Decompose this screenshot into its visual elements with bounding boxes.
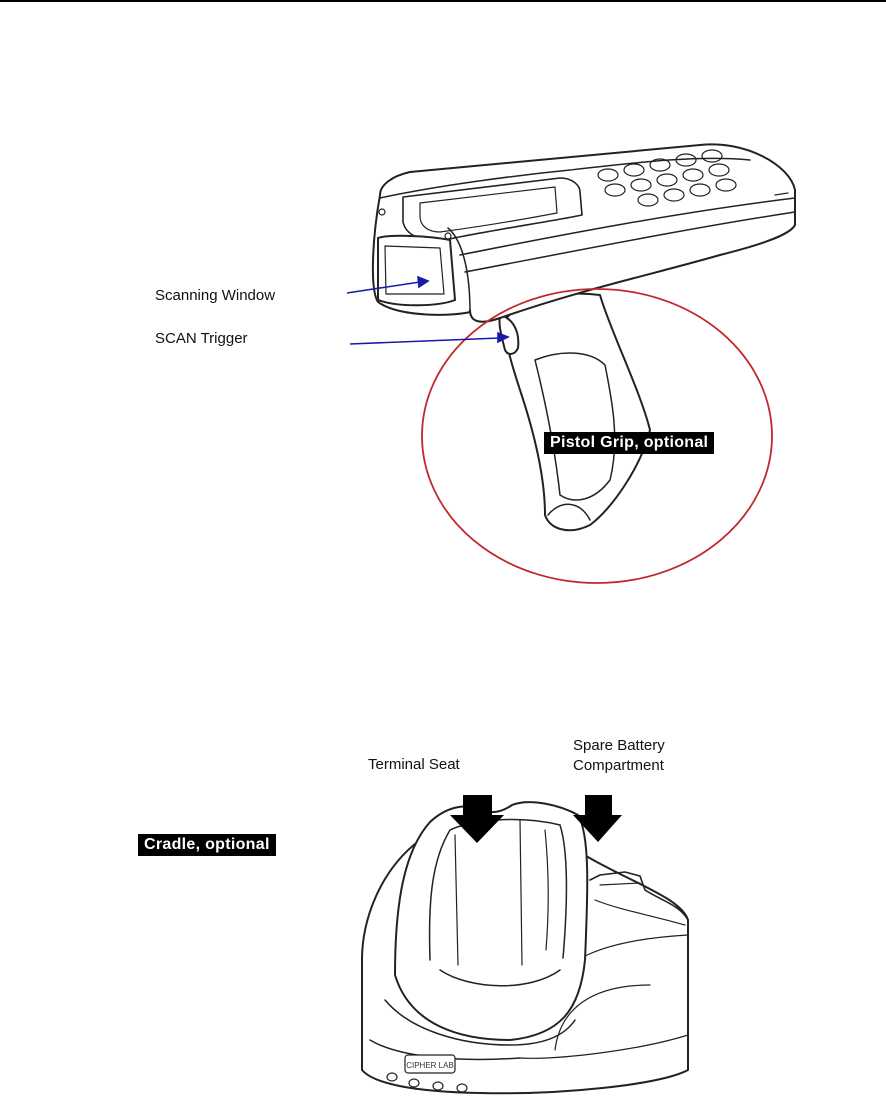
spare-battery-label-line1: Spare Battery [573, 737, 665, 754]
spare-battery-label-line2: Compartment [573, 757, 664, 774]
scan-trigger-label: SCAN Trigger [155, 330, 248, 347]
terminal-seat-label: Terminal Seat [368, 756, 460, 773]
cradle-tag: Cradle, optional [138, 834, 276, 856]
cradle-logo: CIPHER LAB [406, 1061, 454, 1070]
pistol-grip-tag: Pistol Grip, optional [544, 432, 714, 454]
scanning-window-label: Scanning Window [155, 287, 276, 304]
terminal-seat [395, 802, 587, 1040]
